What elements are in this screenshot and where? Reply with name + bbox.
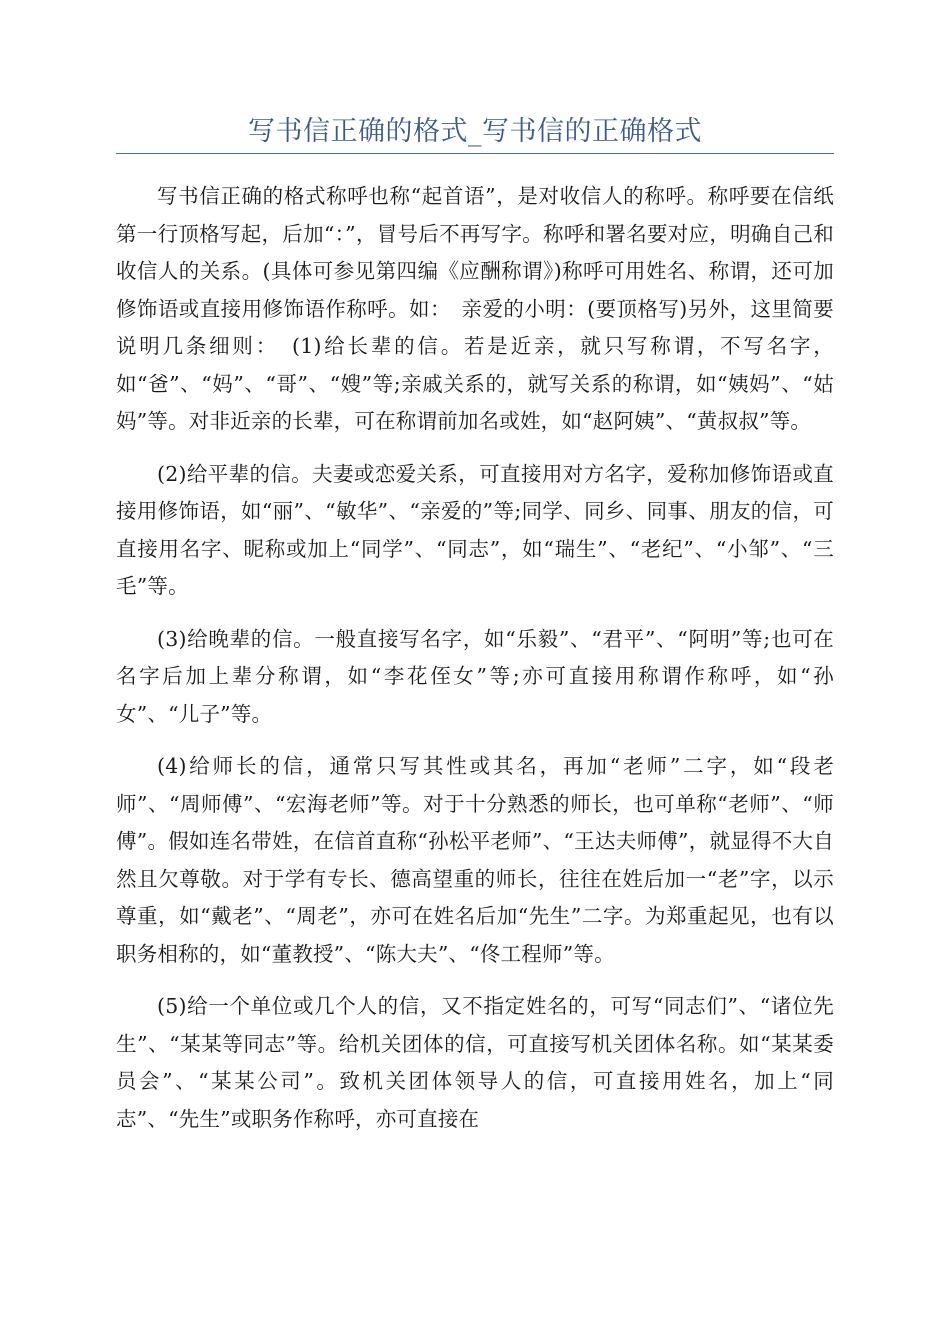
paragraph-organizations: (5)给一个单位或几个人的信，又不指定姓名的，可写“同志们”、“诸位先生”、“某某等同志”等。给机关团体的信，可直接写机关团体名称。如“某某委员会”、“某某公司”。致机关团体领导人的信，可直接用姓名，加上“同志”、“先生”或职务作称呼，亦可直接在 xyxy=(116,994,834,1131)
paragraph-intro: 写书信正确的格式称呼也称“起首语”，是对收信人的称呼。称呼要在信纸第一行顶格写起，后加“：”，冒号后不再写字。称呼和署名要对应，明确自己和收信人的关系。(具体可参见第四编《应酬称谓》)称呼可用姓名、称谓，还可加修饰语或直接用修饰语作称呼。如： 亲爱的小明：(要顶格写)另外，这里简要说明几条细则： (1)给长辈的信。若是近亲，就只写称谓，不写名字，如“爸”、“妈”、“哥”、“嫂”等;亲戚关系的，就写关系的称谓，如“姨妈”、“姑妈”等。对非近亲的长辈，可在称谓前加名或姓，如“赵阿姨”、“黄叔叔”等。 xyxy=(116,184,834,433)
title-underline xyxy=(116,153,834,154)
paragraph-teachers: (4)给师长的信，通常只写其性或其名，再加“老师”二字，如“段老师”、“周师傅”、“宏海老师”等。对于十分熟悉的师长，也可单称“老师”、“师傅”。假如连名带姓，在信首直称“孙松平老师”、“王达夫师傅”，就显得不大自然且欠尊敬。对于学有专长、德高望重的师长，往往在姓后加一“老”字，以示尊重，如“戴老”、“周老”，亦可在姓名后加“先生”二字。为郑重起见，也有以职务相称的，如“董教授”、“陈大夫”、“佟工程师”等。 xyxy=(116,754,834,966)
document-title: 写书信正确的格式_写书信的正确格式 xyxy=(248,116,702,147)
document-body xyxy=(116,178,834,1153)
paragraph-peers: (2)给平辈的信。夫妻或恋爱关系，可直接用对方名字，爱称加修饰语或直接用修饰语，如“丽”、“敏华”、“亲爱的”等;同学、同乡、同事、朋友的信，可直接用名字、昵称或加上“同学”、“同志”，如“瑞生”、“老纪”、“小邹”、“三毛”等。 xyxy=(116,461,834,598)
paragraph-juniors: (3)给晚辈的信。一般直接写名字，如“乐毅”、“君平”、“阿明”等;也可在名字后加上辈分称谓，如“李花侄女”等;亦可直接用称谓作称呼，如“孙女”、“儿子”等。 xyxy=(116,626,834,726)
